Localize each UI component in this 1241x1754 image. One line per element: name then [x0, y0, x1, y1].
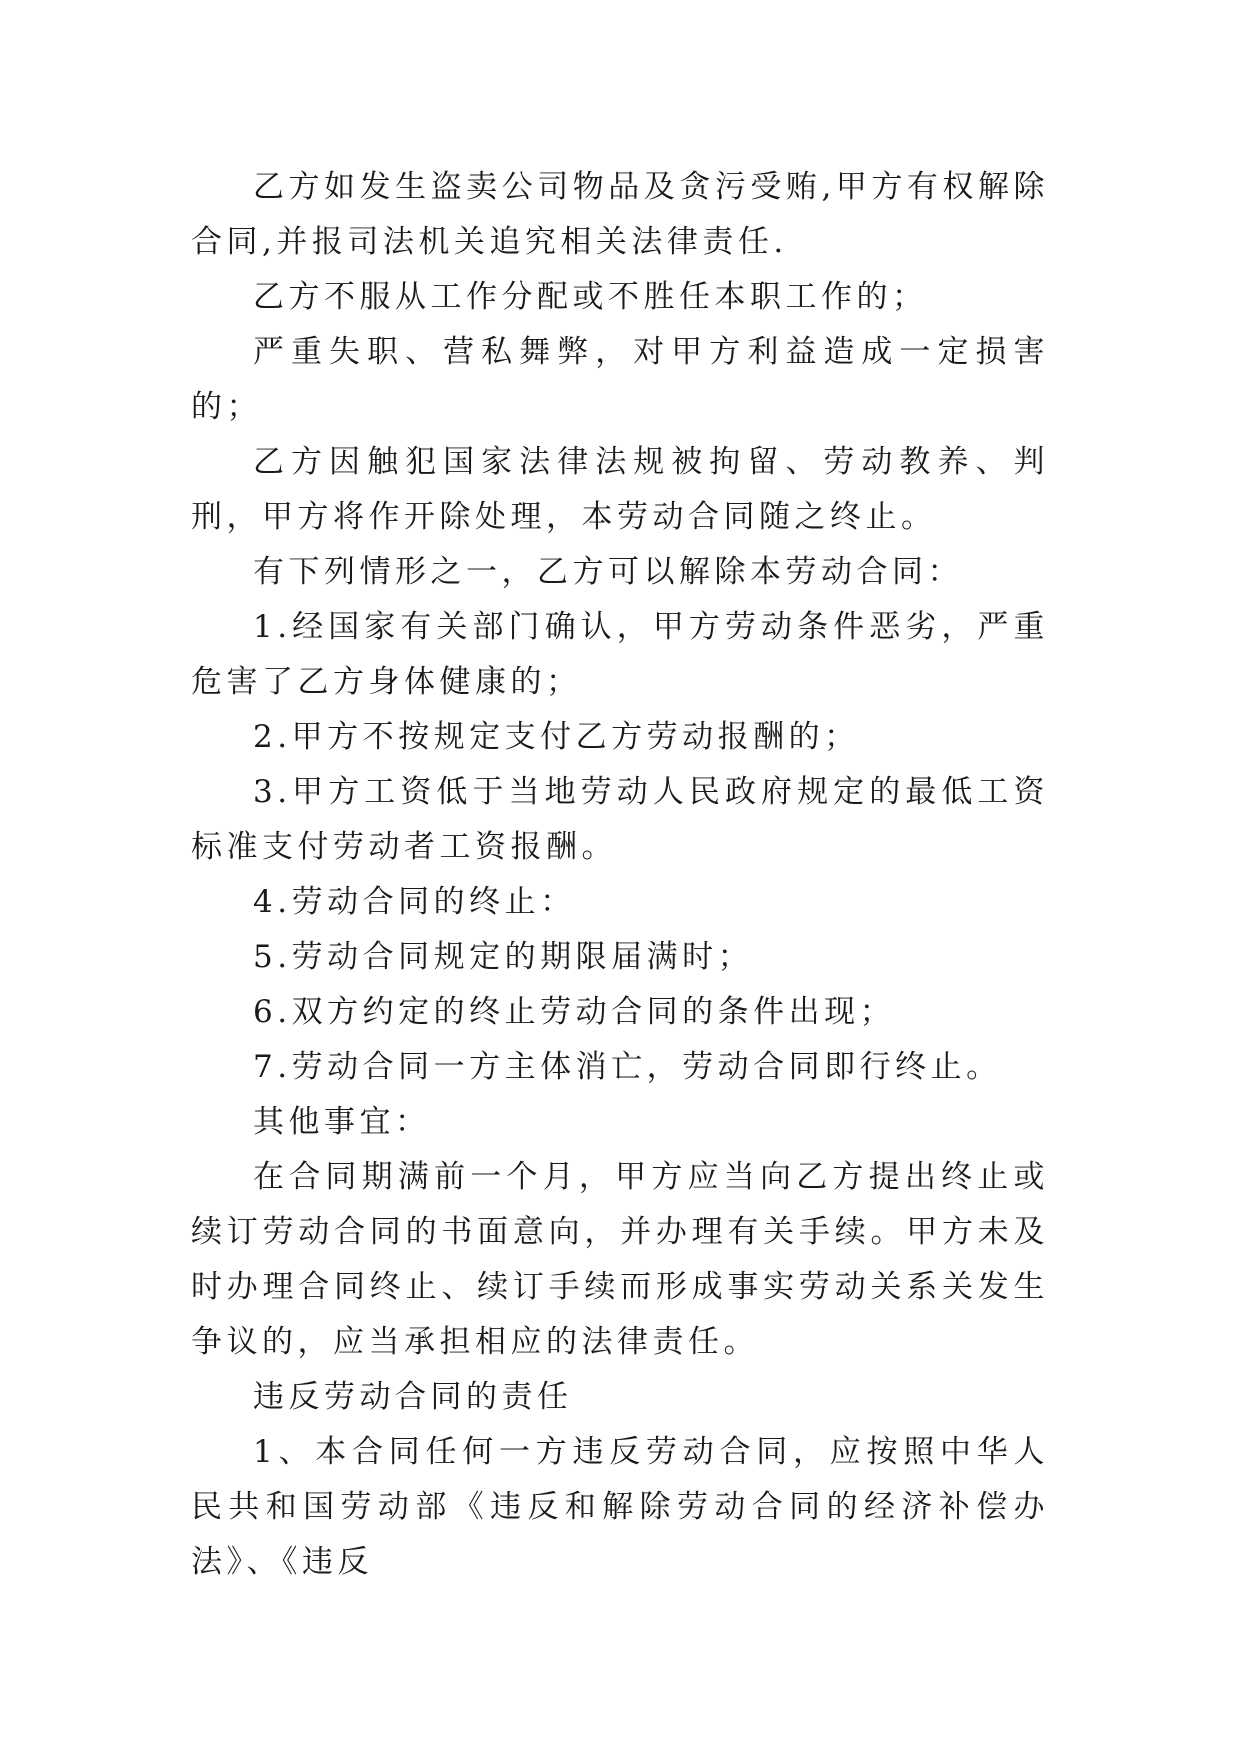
list-item-4: 4.劳动合同的终止： [253, 884, 576, 920]
paragraph-criminal-clause: 乙方因触犯国家法律法规被拘留、劳动教养、判刑，甲方将作开除处理，本劳动合同随之终止。 [191, 444, 1049, 535]
paragraph-breach-clause-1: 1、本合同任何一方违反劳动合同，应按照中华人民共和国劳动部《违反和解除劳动合同的经济补偿办法》、《违反 [191, 1434, 1049, 1580]
list-item-1: 1.经国家有关部门确认，甲方劳动条件恶劣，严重危害了乙方身体健康的； [191, 609, 1049, 700]
paragraph-disobey-clause: 乙方不服从工作分配或不胜任本职工作的； [253, 279, 928, 315]
list-item-7: 7.劳动合同一方主体消亡，劳动合同即行终止。 [253, 1049, 1002, 1085]
paragraph-employee-termination-heading: 有下列情形之一，乙方可以解除本劳动合同： [253, 554, 963, 590]
list-item-5: 5.劳动合同规定的期限届满时； [253, 939, 754, 975]
document-body [191, 160, 1049, 1590]
section-heading-breach-liability: 违反劳动合同的责任 [253, 1379, 573, 1415]
list-item-6: 6.双方约定的终止劳动合同的条件出现； [253, 994, 896, 1030]
paragraph-theft-clause: 乙方如发生盗卖公司物品及贪污受贿,甲方有权解除合同,并报司法机关追究相关法律责任. [191, 169, 1049, 260]
list-item-2: 2.甲方不按规定支付乙方劳动报酬的； [253, 719, 860, 755]
list-item-3: 3.甲方工资低于当地劳动人民政府规定的最低工资标准支付劳动者工资报酬。 [191, 774, 1049, 865]
section-heading-other-matters: 其他事宜： [253, 1104, 431, 1140]
paragraph-negligence-clause: 严重失职、营私舞弊，对甲方利益造成一定损害的； [191, 334, 1049, 425]
paragraph-renewal-clause: 在合同期满前一个月，甲方应当向乙方提出终止或续订劳动合同的书面意向，并办理有关手续。甲方未及时办理合同终止、续订手续而形成事实劳动关系关发生争议的，应当承担相应的法律责任。 [191, 1159, 1049, 1360]
